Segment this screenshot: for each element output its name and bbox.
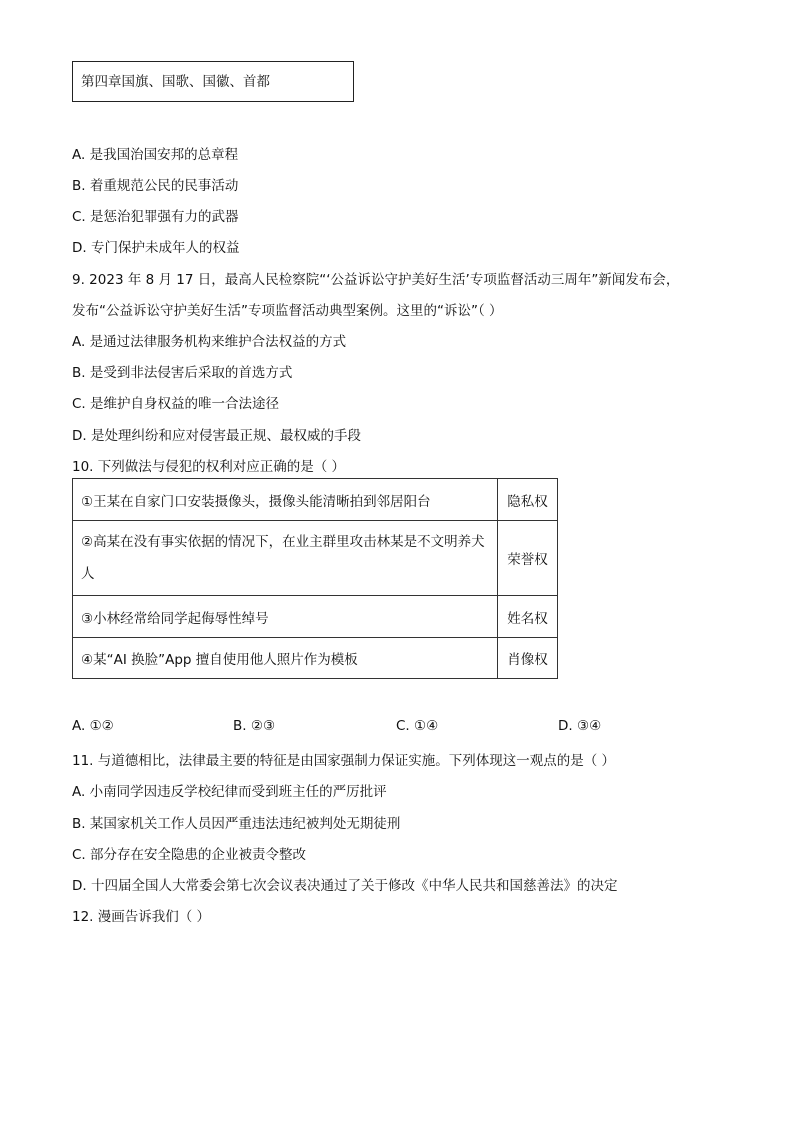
table-row [73,638,558,679]
q9-stem-line1: 9. 2023 年 8 月 17 日，最高人民检察院“‘公益诉讼守护美好生活’专项监督活动三周年”新闻发布会， [72,272,680,288]
q9-option-a: A. 是通过法律服务机构来维护合法权益的方式 [72,334,347,350]
q10-option-c: C. ①④ [396,718,439,734]
table-cell-act: ④某“AI 换脸”App 擅自使用他人照片作为模板 [73,638,498,679]
table-cell-right: 荣誉权 [498,521,558,596]
table-row [73,596,558,638]
q11-option-c: C. 部分存在安全隐患的企业被责令整改 [72,847,307,863]
table-cell-right: 隐私权 [498,479,558,521]
q8-option-c: C. 是惩治犯罪强有力的武器 [72,209,239,225]
q11-option-a: A. 小南同学因违反学校纪律而受到班主任的严厉批评 [72,784,387,800]
q10-stem: 10. 下列做法与侵犯的权利对应正确的是（ ） [72,459,346,475]
q10-option-b: B. ②③ [233,718,276,734]
q11-option-d: D. 十四届全国人大常委会第七次会议表决通过了关于修改《中华人民共和国慈善法》的决定 [72,878,618,894]
table-cell-act: ①王某在自家门口安装摄像头，摄像头能清晰拍到邻居阳台 [73,479,498,521]
q11-option-b: B. 某国家机关工作人员因严重违法违纪被判处无期徒刑 [72,816,401,832]
table-cell-act: ③小林经常给同学起侮辱性绰号 [73,596,498,638]
q8-option-a: A. 是我国治国安邦的总章程 [72,147,239,163]
q8-option-d: D. 专门保护未成年人的权益 [72,240,240,256]
q10-option-a: A. ①② [72,718,114,734]
q11-stem: 11. 与道德相比，法律最主要的特征是由国家强制力保证实施。下列体现这一观点的是（ ） [72,753,616,769]
q9-option-d: D. 是处理纠纷和应对侵害最正规、最权威的手段 [72,428,361,444]
table-cell-right: 肖像权 [498,638,558,679]
q12-stem: 12. 漫画告诉我们（ ） [72,909,211,925]
chapter-box: 第四章国旗、国歌、国徽、首都 [72,61,354,102]
q9-option-c: C. 是维护自身权益的唯一合法途径 [72,396,280,412]
q9-option-b: B. 是受到非法侵害后采取的首选方式 [72,365,293,381]
rights-table [72,478,558,679]
table-row [73,479,558,521]
q9-stem-line2: 发布“公益诉讼守护美好生活”专项监督活动典型案例。这里的“诉讼”（ ） [72,303,503,319]
table-cell-act: ②高某在没有事实依据的情况下，在业主群里攻击林某是不文明养犬人 [73,521,498,596]
q8-option-b: B. 着重规范公民的民事活动 [72,178,239,194]
table-row [73,521,558,596]
table-cell-right: 姓名权 [498,596,558,638]
q10-option-d: D. ③④ [558,718,602,734]
